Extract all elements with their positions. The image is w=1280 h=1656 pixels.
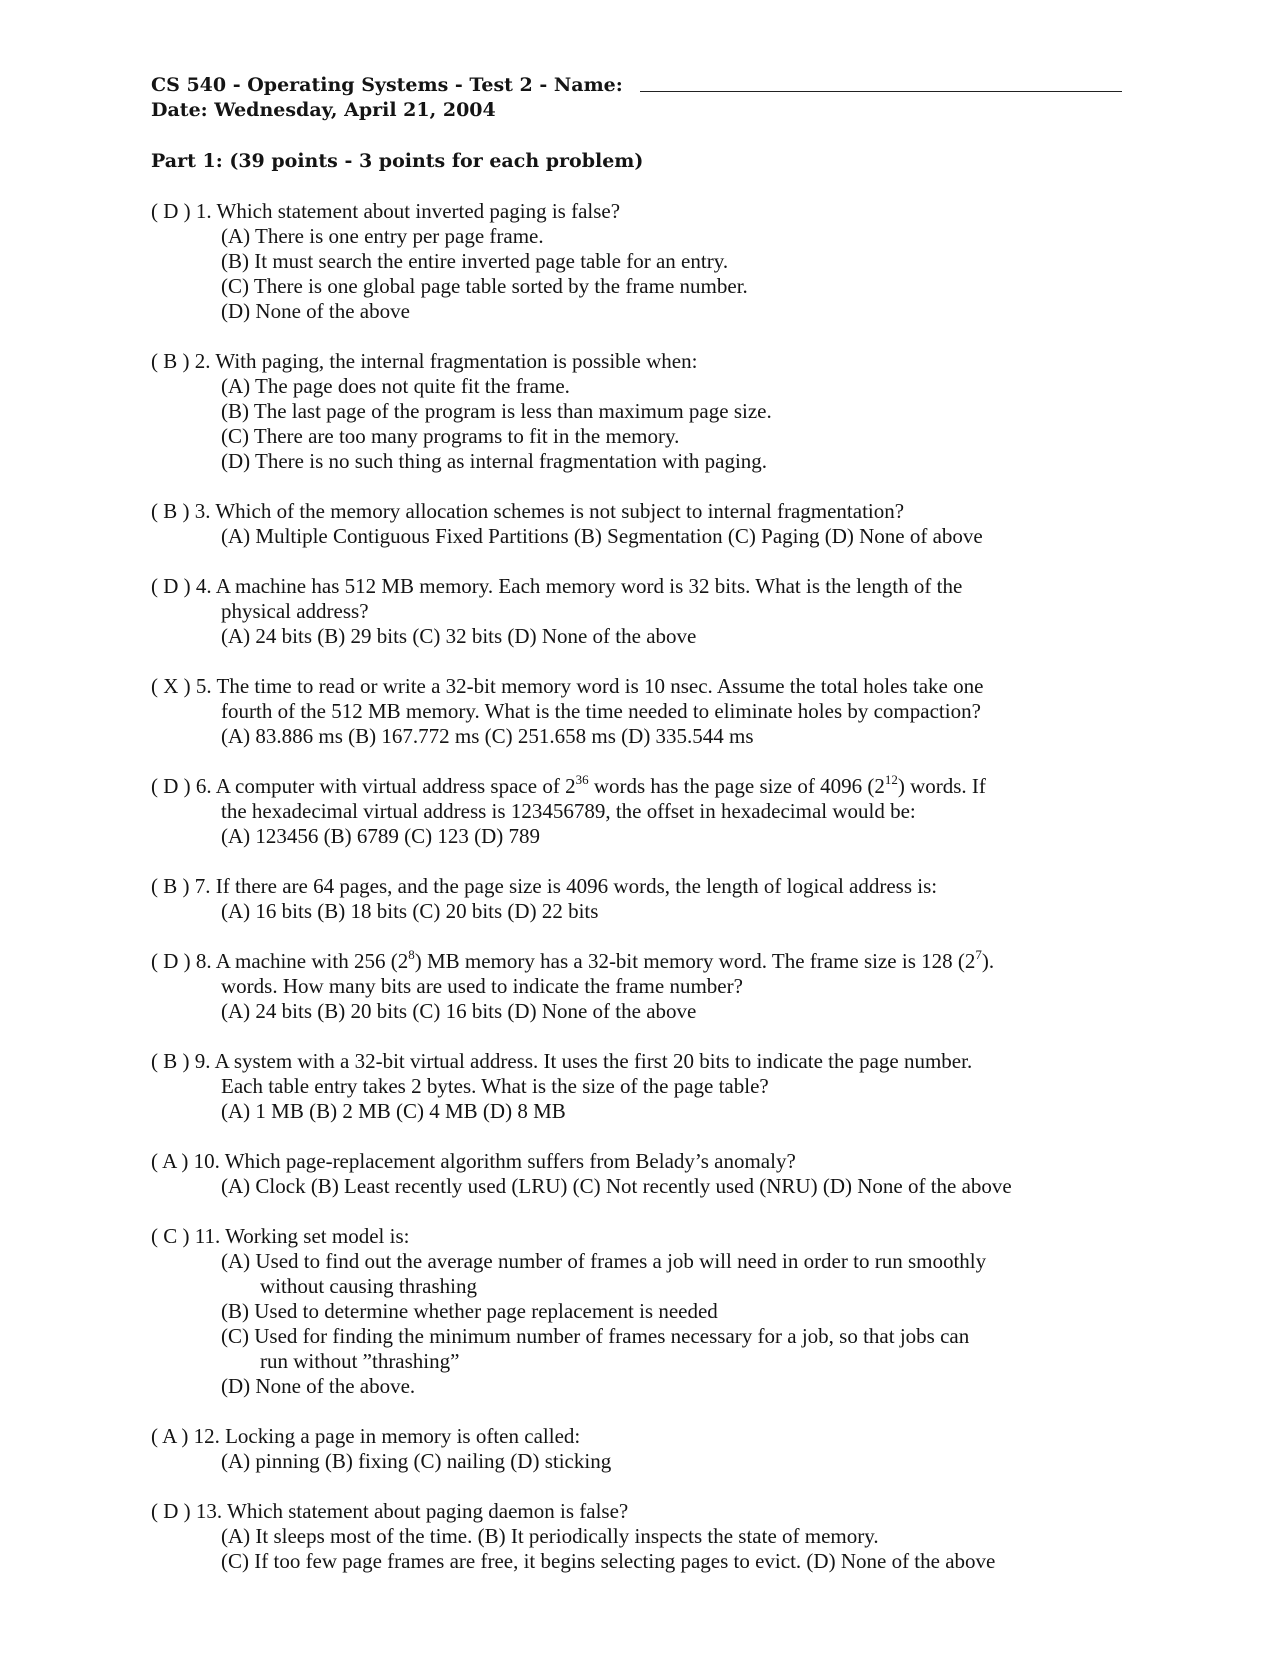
question-1-option-d: (D) None of the above — [221, 299, 410, 323]
question-11-option-d: (D) None of the above. — [221, 1374, 416, 1398]
question-12-stem: ( A ) 12. Locking a page in memory is often called: — [151, 1424, 581, 1448]
question-2-option-b: (B) The last page of the program is less than maximum page size. — [221, 399, 772, 423]
question-3-stem: ( B ) 3. Which of the memory allocation schemes is not subject to internal fragmentation? — [151, 499, 905, 523]
question-9-stem: ( B ) 9. A system with a 32-bit virtual address. It uses the first 20 bits to indicate the page number. — [151, 1049, 973, 1073]
question-8-stem: ( D ) 8. A machine with 256 $(2^8)$ MB memory has a 32-bit memory word. The frame size is 128 $(2^7)$. — [151, 947, 995, 973]
question-11-option-b: (B) Used to determine whether page replacement is needed — [221, 1299, 718, 1323]
question-1-option-b: (B) It must search the entire inverted page table for an entry. — [221, 249, 729, 273]
question-10-stem: ( A ) 10. Which page-replacement algorithm suffers from Belady’s anomaly? — [151, 1149, 796, 1173]
exam-date: Date: Wednesday, April 21, 2004 — [151, 99, 496, 121]
question-6-stem-cont: the hexadecimal virtual address is 123456789, the offset in hexadecimal would be: — [221, 799, 916, 823]
exponent: 8 — [408, 947, 415, 962]
question-9-stem-cont: Each table entry takes 2 bytes. What is the size of the page table? — [221, 1074, 769, 1098]
question-5-options: (A) 83.886 ms (B) 167.772 ms (C) 251.658 ms (D) 335.544 ms — [221, 724, 754, 748]
question-5-stem: ( X ) 5. The time to read or write a 32-bit memory word is 10 nsec. Assume the total holes take one — [151, 674, 984, 698]
exponent: 12 — [884, 772, 898, 787]
question-13-stem: ( D ) 13. Which statement about paging daemon is false? — [151, 1499, 629, 1523]
question-11-option-c: (C) Used for finding the minimum number of frames necessary for a job, so that jobs can — [221, 1324, 970, 1348]
question-11-option-a-cont: without causing thrashing — [260, 1274, 477, 1298]
name-blank-line — [640, 91, 1122, 92]
exponent: 7 — [975, 947, 982, 962]
question-10-options: (A) Clock (B) Least recently used (LRU) (C) Not recently used (NRU) (D) None of the above — [221, 1174, 1012, 1198]
question-8-stem-cont: words. How many bits are used to indicate the frame number? — [221, 974, 743, 998]
question-2-option-a: (A) The page does not quite fit the frame. — [221, 374, 570, 398]
question-3-options: (A) Multiple Contiguous Fixed Partitions (B) Segmentation (C) Paging (D) None of above — [221, 524, 983, 548]
question-13-options-line1: (A) It sleeps most of the time. (B) It periodically inspects the state of memory. — [221, 1524, 879, 1548]
question-9-options: (A) 1 MB (B) 2 MB (C) 4 MB (D) 8 MB — [221, 1099, 566, 1123]
question-2-option-d: (D) There is no such thing as internal fragmentation with paging. — [221, 449, 768, 473]
exponent: 36 — [575, 772, 589, 787]
part-heading: Part 1: (39 points - 3 points for each problem) — [151, 150, 644, 172]
question-12-options: (A) pinning (B) fixing (C) nailing (D) sticking — [221, 1449, 612, 1473]
question-11-stem: ( C ) 11. Working set model is: — [151, 1224, 410, 1248]
question-1-stem: ( D ) 1. Which statement about inverted paging is false? — [151, 199, 621, 223]
question-2-stem: ( B ) 2. With paging, the internal fragmentation is possible when: — [151, 349, 698, 373]
question-11-option-c-cont: run without ”thrashing” — [260, 1349, 460, 1373]
question-4-stem: ( D ) 4. A machine has 512 MB memory. Each memory word is 32 bits. What is the length of the — [151, 574, 963, 598]
question-1-option-a: (A) There is one entry per page frame. — [221, 224, 544, 248]
question-11-option-a: (A) Used to find out the average number of frames a job will need in order to run smoothly — [221, 1249, 987, 1273]
question-13-options-line2: (C) If too few page frames are free, it begins selecting pages to evict. (D) None of the above — [221, 1549, 996, 1573]
question-4-options: (A) 24 bits (B) 29 bits (C) 32 bits (D) None of the above — [221, 624, 697, 648]
question-8-options: (A) 24 bits (B) 20 bits (C) 16 bits (D) None of the above — [221, 999, 697, 1023]
question-7-options: (A) 16 bits (B) 18 bits (C) 20 bits (D) 22 bits — [221, 899, 599, 923]
question-2-option-c: (C) There are too many programs to fit in the memory. — [221, 424, 680, 448]
question-7-stem: ( B ) 7. If there are 64 pages, and the page size is 4096 words, the length of logical address is: — [151, 874, 938, 898]
question-6-options: (A) 123456 (B) 6789 (C) 123 (D) 789 — [221, 824, 541, 848]
question-6-stem: ( D ) 6. A computer with virtual address space of $2^{36}$ words has the page size of 4096 $(2^{12})$ words. If — [151, 772, 986, 798]
question-5-stem-cont: fourth of the 512 MB memory. What is the time needed to eliminate holes by compaction? — [221, 699, 981, 723]
question-4-stem-cont: physical address? — [221, 599, 369, 623]
question-1-option-c: (C) There is one global page table sorted by the frame number. — [221, 274, 748, 298]
exam-title: CS 540 - Operating Systems - Test 2 - Name: — [151, 74, 623, 96]
